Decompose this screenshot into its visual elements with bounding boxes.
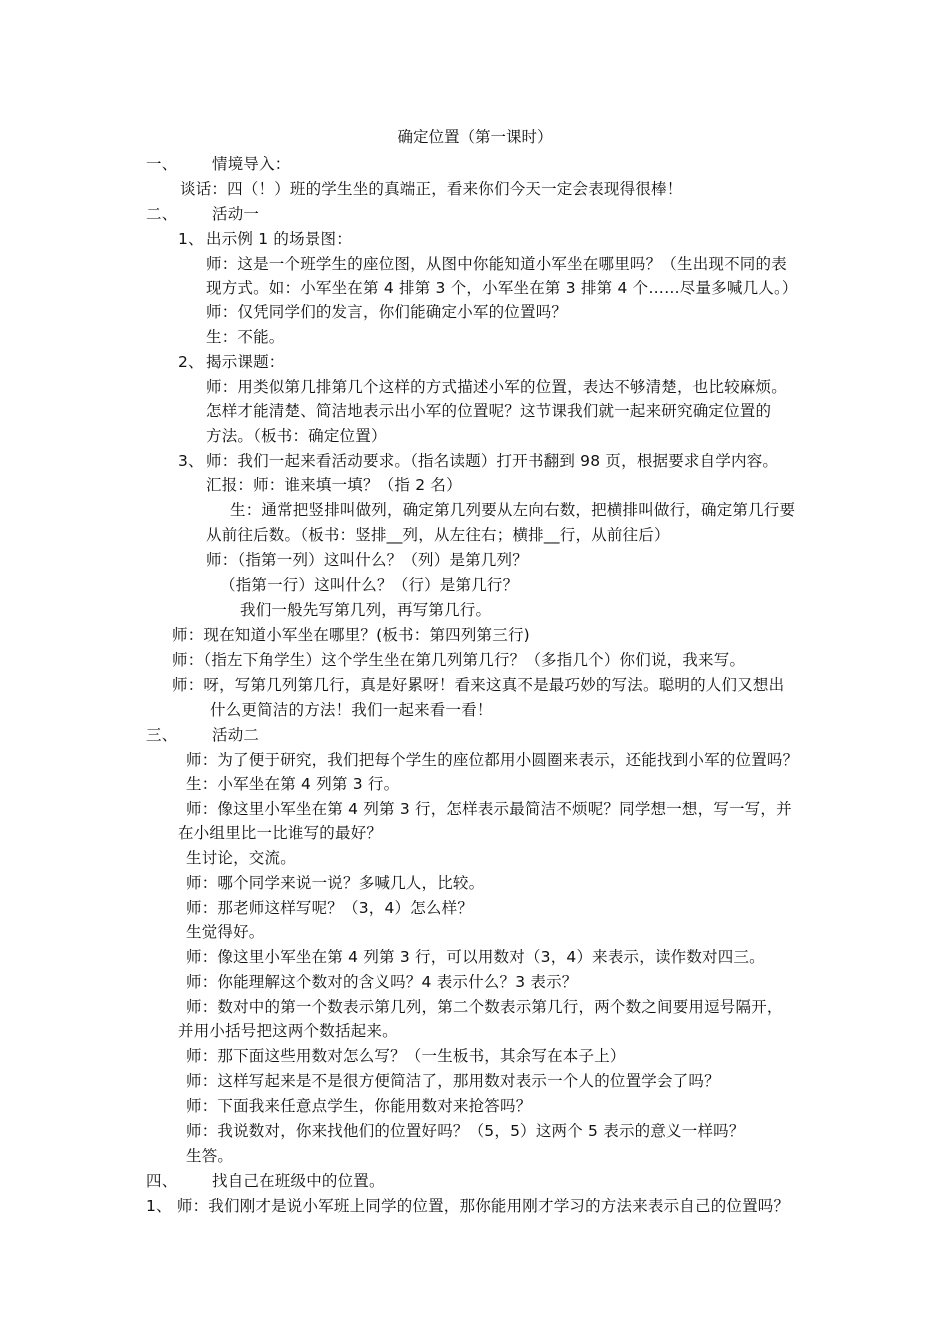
section-3-number: 三、 — [146, 726, 178, 744]
section-2-line-3: 师：呀，写第几列第几行，真是好累呀！看来这真不是最巧妙的写法。聪明的人们又想出 — [172, 676, 785, 694]
section-2-heading: 活动一 — [212, 205, 260, 223]
section-1-heading: 情境导入： — [212, 155, 291, 173]
item-3-line-2: 生：通常把竖排叫做列，确定第几列要从左向右数，把横排叫做行，确定第几行要 — [230, 501, 796, 519]
section-3-line-7: 师：那老师这样写呢？（3，4）怎么样？ — [186, 899, 474, 917]
section-3-line-11: 师：数对中的第一个数表示第几列，第二个数表示第几行，两个数之间要用逗号隔开， — [186, 998, 783, 1016]
section-4-heading: 找自己在班级中的位置。 — [212, 1172, 385, 1190]
item-1-line-1: 师：这是一个班学生的座位图，从图中你能知道小军坐在哪里吗？（生出现不同的表 — [206, 255, 787, 273]
section-1-line-1: 谈话：四（！）班的学生坐的真端正，看来你们今天一定会表现得很棒！ — [180, 180, 683, 198]
item-2-number: 2、 — [178, 353, 204, 371]
item-3-heading: 师：我们一起来看活动要求。（指名读题）打开书翻到 98 页，根据要求自学内容。 — [206, 452, 779, 470]
section-1-number: 一、 — [146, 155, 178, 173]
item-2-line-2: 怎样才能清楚、简洁地表示出小军的位置呢？这节课我们就一起来研究确定位置的 — [206, 402, 772, 420]
section-3-heading: 活动二 — [212, 726, 260, 744]
section-3-line-6: 师：哪个同学来说一说？多喊几人，比较。 — [186, 874, 485, 892]
item-1-line-3: 师：仅凭同学们的发言，你们能确定小军的位置吗？ — [206, 303, 568, 321]
section-3-line-16: 师：我说数对，你来找他们的位置好吗？（5，5）这两个 5 表示的意义一样吗？ — [186, 1122, 745, 1140]
section-3-line-10: 师：你能理解这个数对的含义吗？4 表示什么？3 表示？ — [186, 973, 578, 991]
item-3-line-6: 我们一般先写第几列，再写第几行。 — [240, 601, 492, 619]
section-3-line-8: 生觉得好。 — [186, 923, 265, 941]
item-2-line-1: 师：用类似第几排第几个这样的方式描述小军的位置，表达不够清楚，也比较麻烦。 — [206, 378, 787, 396]
item-2-line-3: 方法。（板书：确定位置） — [206, 427, 387, 445]
item-1-line-4: 生：不能。 — [206, 328, 285, 346]
section-4-line-1: 1、 师：我们刚才是说小军班上同学的位置，那你能用刚才学习的方法来表示自己的位置吗？ — [146, 1197, 790, 1215]
item-3-line-1: 汇报：师：谁来填一填？（指 2 名） — [206, 476, 462, 494]
section-3-line-12: 并用小括号把这两个数括起来。 — [178, 1022, 398, 1040]
item-3-line-4: 师：（指第一列）这叫什么？（列）是第几列？ — [206, 551, 528, 569]
section-4-number: 四、 — [146, 1172, 178, 1190]
section-2-line-4: 什么更简洁的方法！我们一起来看一看！ — [210, 701, 493, 719]
item-2-heading: 揭示课题： — [206, 353, 285, 371]
document-title: 确定位置（第一课时） — [397, 128, 553, 146]
item-1-line-2: 现方式。如：小军坐在第 4 排第 3 个，小军坐在第 3 排第 4 个……尽量多喊几人。） — [206, 279, 798, 297]
section-3-line-13: 师：那下面这些用数对怎么写？（一生板书，其余写在本子上） — [186, 1047, 626, 1065]
section-3-line-17: 生答。 — [186, 1147, 234, 1165]
section-2-number: 二、 — [146, 205, 178, 223]
item-3-line-3: 从前往后数。（板书：竖排__列，从左往右；横排__行，从前往后） — [206, 526, 670, 544]
section-2-line-2: 师：（指左下角学生）这个学生坐在第几列第几行？（多指几个）你们说，我来写。 — [172, 651, 746, 669]
item-3-number: 3、 — [178, 452, 204, 470]
section-3-line-1: 师：为了便于研究，我们把每个学生的座位都用小圆圈来表示，还能找到小军的位置吗？ — [186, 751, 799, 769]
section-3-line-9: 师：像这里小军坐在第 4 列第 3 行，可以用数对（3，4）来表示，读作数对四三。 — [186, 948, 765, 966]
section-3-line-14: 师：这样写起来是不是很方便简洁了，那用数对表示一个人的位置学会了吗？ — [186, 1072, 720, 1090]
section-3-line-2: 生：小军坐在第 4 列第 3 行。 — [186, 775, 400, 793]
section-3-line-4: 在小组里比一比谁写的最好？ — [178, 824, 383, 842]
section-3-line-15: 师：下面我来任意点学生，你能用数对来抢答吗？ — [186, 1097, 532, 1115]
item-1-number: 1、 — [178, 230, 204, 248]
item-1-heading: 出示例 1 的场景图： — [206, 230, 352, 248]
section-3-line-5: 生讨论，交流。 — [186, 849, 296, 867]
section-3-line-3: 师：像这里小军坐在第 4 列第 3 行，怎样表示最简洁不烦呢？同学想一想，写一写，并 — [186, 800, 792, 818]
section-2-line-1: 师：现在知道小军坐在哪里？(板书：第四列第三行) — [172, 626, 530, 644]
item-3-line-5: （指第一行）这叫什么？（行）是第几行？ — [220, 576, 519, 594]
